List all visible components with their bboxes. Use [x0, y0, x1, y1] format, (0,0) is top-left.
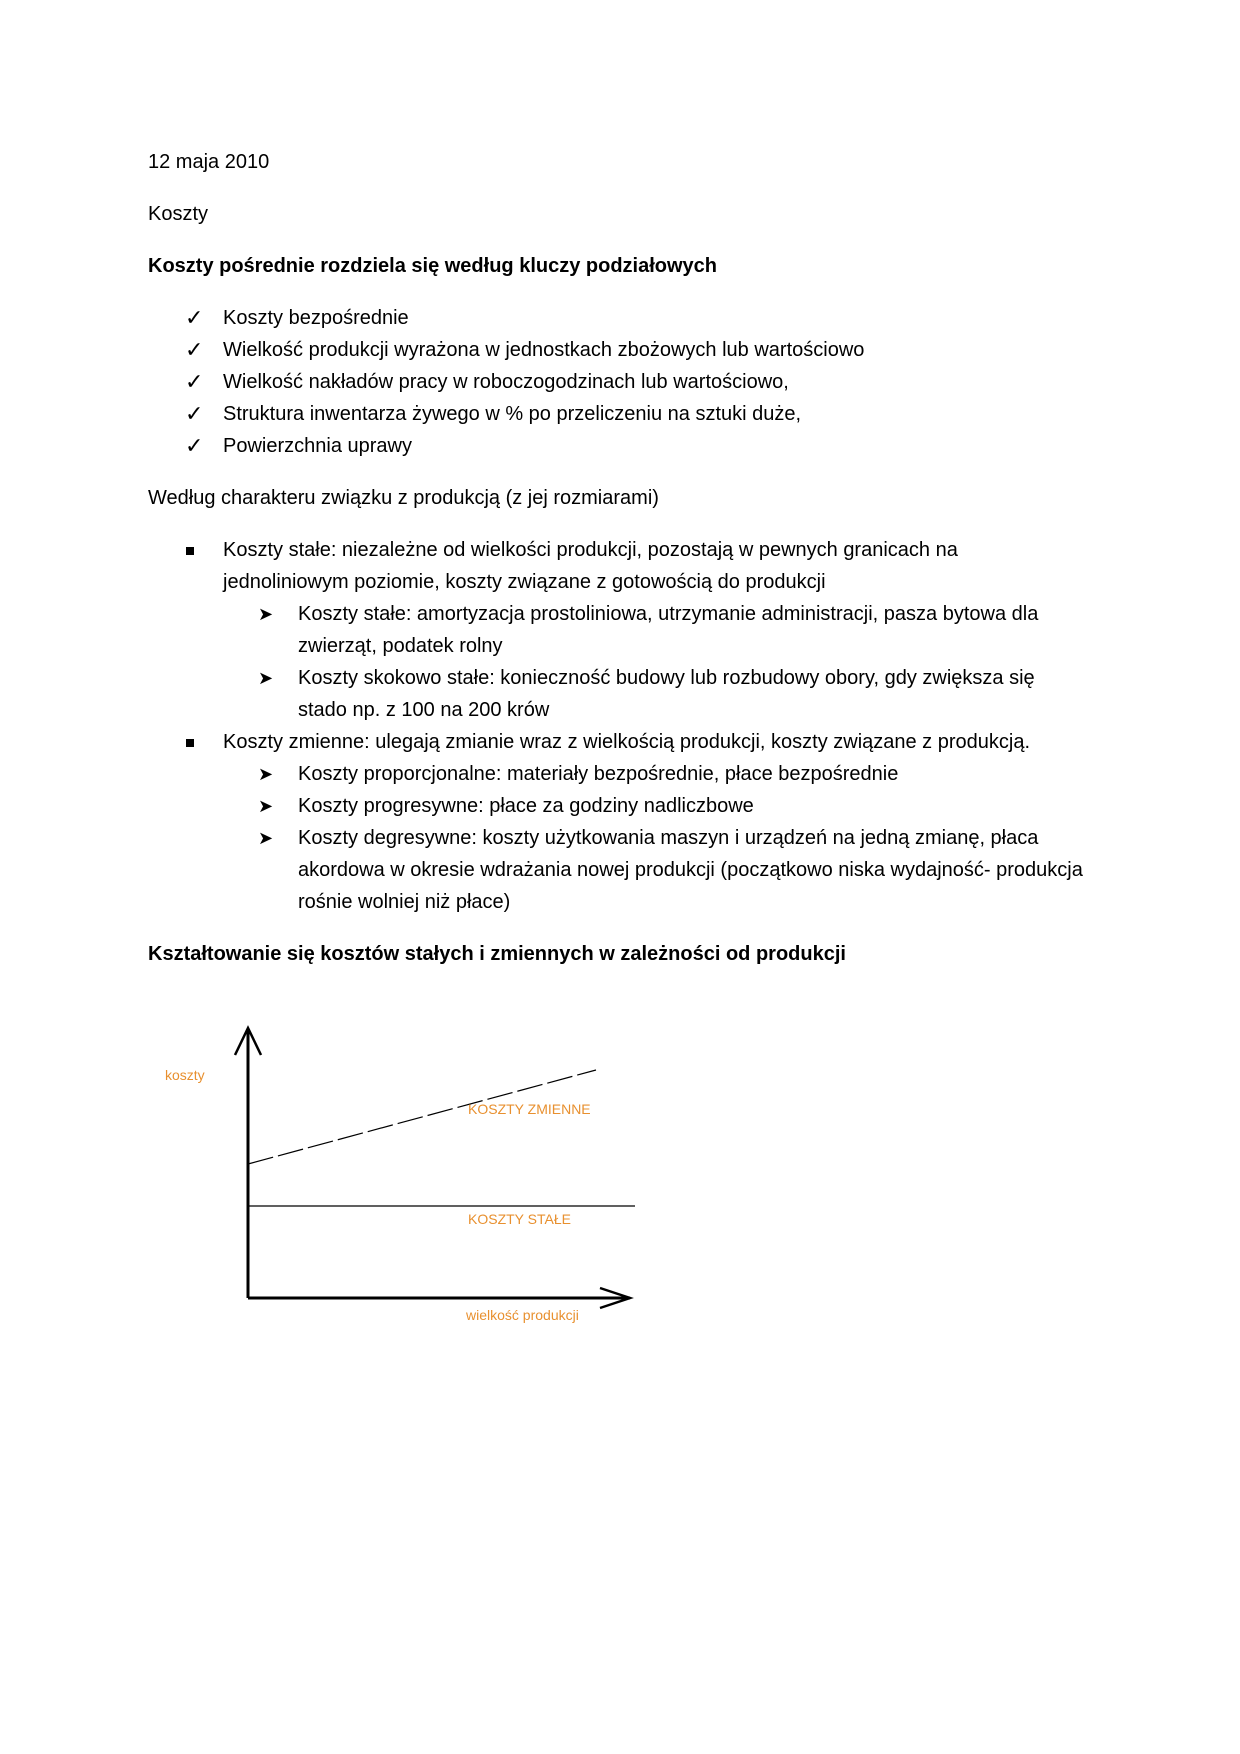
cost-diagram-svg — [150, 1010, 670, 1350]
list-item: Koszty zmienne: ulegają zmianie wraz z wielkością produkcji, koszty związane z produkcją. ➤ Koszty proporcjonalne: materiały bezpośrednie, płace bezpośrednie ➤ Koszty progresywne: płace za godziny nadliczbowe ➤ Koszty degresywne: koszty użytkowania maszyn i urządzeń na jedną zmianę, płaca akordowa w okresie wdrażania nowej produkcji (początkowo niska wydajność- produkcja rośnie wolniej niż płace) — [148, 726, 1088, 918]
list-item: ✓ Wielkość nakładów pracy w roboczogodzinach lub wartościowo, — [148, 366, 1088, 398]
arrow-right-icon: ➤ — [258, 828, 274, 848]
sub-list-item: ➤ Koszty degresywne: koszty użytkowania maszyn i urządzeń na jedną zmianę, płaca akordowa w okresie wdrażania nowej produkcji (początkowo niska wydajność- produkcja rośnie wolniej niż płace) — [223, 822, 1088, 918]
date: 12 maja 2010 — [148, 151, 270, 173]
list-item: ✓ Struktura inwentarza żywego w % po przeliczeniu na sztuki duże, — [148, 398, 1088, 430]
section2-list — [148, 534, 1088, 918]
list-item: Koszty stałe: niezależne od wielkości produkcji, pozostają w pewnych granicach na jednoliniowym poziomie, koszty związane z gotowością do produkcji ➤ Koszty stałe: amortyzacja prostoliniowa, utrzymanie administracji, pasza bytowa dla zwierząt, podatek rolny ➤ Koszty skokowo stałe: konieczność budowy lub rozbudowy obory, gdy zwiększa się stado np. z 100 na 200 krów — [148, 534, 1088, 726]
checkmark-icon: ✓ — [185, 369, 204, 394]
topic: Koszty — [148, 203, 209, 225]
list-item: ✓ Wielkość produkcji wyrażona w jednostkach zbożowych lub wartościowo — [148, 334, 1088, 366]
checkmark-icon: ✓ — [185, 401, 204, 426]
section1-list — [148, 302, 1088, 462]
arrow-right-icon: ➤ — [258, 604, 274, 624]
x-axis-label: wielkość produkcji — [466, 1307, 579, 1323]
list-item: ✓ Powierzchnia uprawy — [148, 430, 1088, 462]
sub-list — [223, 758, 1088, 918]
sub-list-item: ➤ Koszty skokowo stałe: konieczność budowy lub rozbudowy obory, gdy zwiększa się stado np. z 100 na 200 krów — [223, 662, 1088, 726]
arrow-right-icon: ➤ — [258, 764, 274, 784]
section2-heading: Według charakteru związku z produkcją (z jej rozmiarami) — [148, 487, 659, 509]
sub-list-item: ➤ Koszty progresywne: płace za godziny nadliczbowe — [223, 790, 1088, 822]
y-axis-label: koszty — [165, 1067, 205, 1083]
bullet-icon — [186, 547, 194, 555]
bullet-icon — [186, 739, 194, 747]
section3-heading: Kształtowanie się kosztów stałych i zmiennych w zależności od produkcji — [148, 943, 846, 965]
sub-list-item: ➤ Koszty proporcjonalne: materiały bezpośrednie, płace bezpośrednie — [223, 758, 1088, 790]
section1-heading: Koszty pośrednie rozdziela się według kluczy podziałowych — [148, 255, 718, 277]
sub-list-item: ➤ Koszty stałe: amortyzacja prostoliniowa, utrzymanie administracji, pasza bytowa dla zwierząt, podatek rolny — [223, 598, 1088, 662]
variable-costs-line — [248, 1070, 596, 1164]
document-content — [148, 146, 1088, 990]
arrow-right-icon: ➤ — [258, 668, 274, 688]
checkmark-icon: ✓ — [185, 337, 204, 362]
list-item: ✓ Koszty bezpośrednie — [148, 302, 1088, 334]
arrow-right-icon: ➤ — [258, 796, 274, 816]
cost-diagram — [150, 1010, 670, 1350]
checkmark-icon: ✓ — [185, 433, 204, 458]
fixed-costs-label: KOSZTY STAŁE — [468, 1211, 571, 1227]
checkmark-icon: ✓ — [185, 305, 204, 330]
variable-costs-label: KOSZTY ZMIENNE — [468, 1101, 591, 1117]
sub-list — [223, 598, 1088, 726]
